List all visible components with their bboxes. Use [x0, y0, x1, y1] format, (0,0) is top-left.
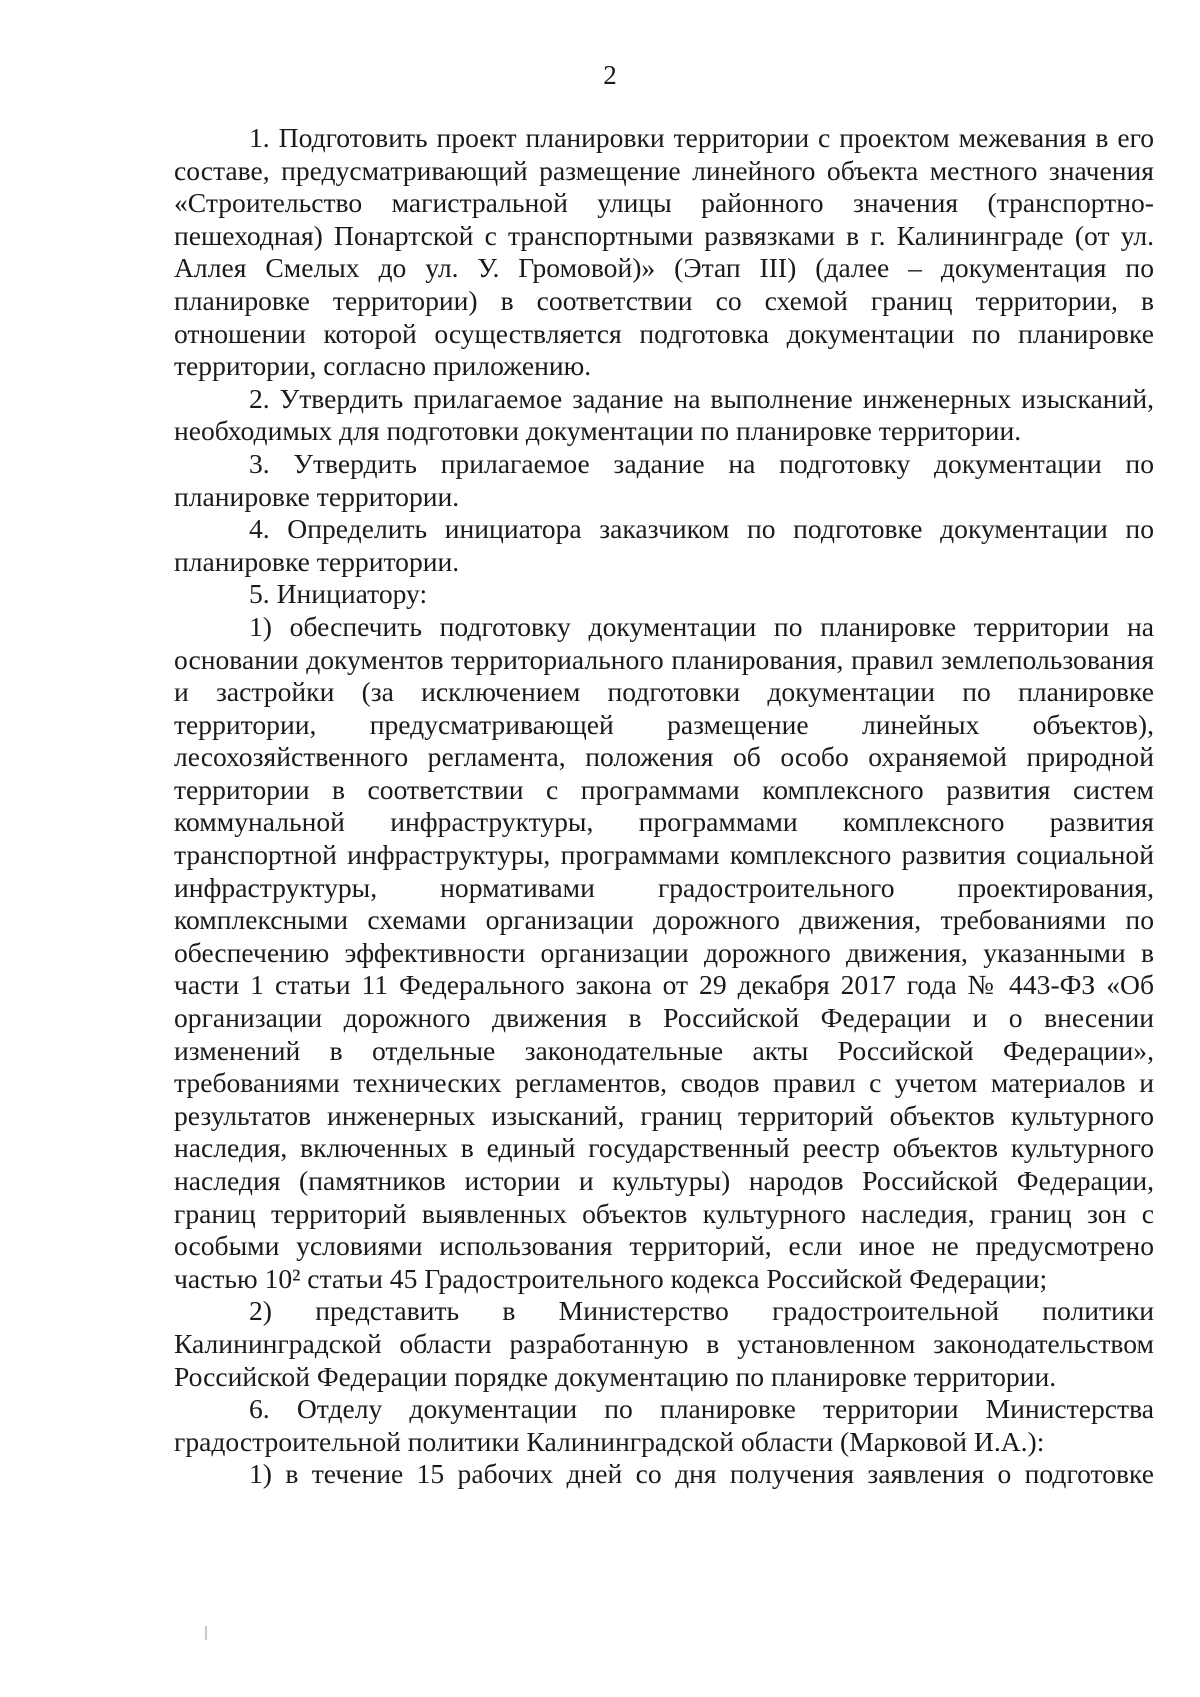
- paragraph-item-6: 6. Отделу документации по планировке территории Министерства градостроительной политики Калининградской области (Марковой И.А.):: [174, 1393, 1154, 1457]
- paragraph-subitem-5-1: 1) обеспечить подготовку документации по планировке территории на основании документов территориального планирования, правил землепользования и застройки (за исключением подготовки документации по планировке территории, предусматривающей размещение линейных объектов), лесохозяйственного регламента, положения об особо охраняемой природной территории в соответствии с программами комплексного развития систем коммунальной инфраструктуры, программами комплексного развития транспортной инфраструктуры, программами комплексного развития социальной инфраструктуры, нормативами градостроительного проектирования, комплексными схемами организации дорожного движения, требованиями по обеспечению эффективности организации дорожного движения, указанными в части 1 статьи 11 Федерального закона от 29 декабря 2017 года № 443-ФЗ «Об организации дорожного движения в Российской Федерации и о внесении изменений в отдельные законодательные акты Российской Федерации», требованиями технических регламентов, сводов правил с учетом материалов и результатов инженерных изысканий, границ территорий объектов культурного наследия, включенных в единый государственный реестр объектов культурного наследия (памятников истории и культуры) народов Российской Федерации, границ территорий выявленных объектов культурного наследия, границ зон с особыми условиями использования территорий, если иное не предусмотрено частью 10² статьи 45 Градостроительного кодекса Российской Федерации;: [174, 610, 1154, 1294]
- paragraph-item-5: 5. Инициатору:: [249, 578, 428, 610]
- paragraph-item-2: 2. Утвердить прилагаемое задание на выполнение инженерных изысканий, необходимых для подготовки документации по планировке территории.: [174, 382, 1154, 447]
- scan-artifact-mark: [205, 1626, 207, 1640]
- paragraph-item-1: 1. Подготовить проект планировки территории с проектом межевания в его составе, предусматривающий размещение линейного объекта местного значения «Строительство магистральной улицы районного значения (транспортно-пешеходная) Понартской с транспортными развязками в г. Калининграде (от ул. Аллея Смелых до ул. У. Громовой)» (Этап III) (далее – документация по планировке территории) в соответствии со схемой границ территории, в отношении которой осуществляется подготовка документации по планировке территории, согласно приложению.: [174, 122, 1154, 382]
- paragraph-subitem-6-1: 1) в течение 15 рабочих дней со дня получения заявления о подготовке: [249, 1458, 1154, 1490]
- paragraph-item-3: 3. Утвердить прилагаемое задание на подготовку документации по планировке территории.: [174, 447, 1154, 512]
- document-body: [174, 122, 1154, 1491]
- paragraph-item-4: 4. Определить инициатора заказчиком по подготовке документации по планировке территории.: [174, 513, 1154, 577]
- paragraph-subitem-5-2: 2) представить в Министерство градостроительной политики Калининградской области разработанную в установленном законодательством Российской Федерации порядке документацию по планировке территории.: [174, 1295, 1154, 1392]
- page-number: 2: [603, 60, 617, 90]
